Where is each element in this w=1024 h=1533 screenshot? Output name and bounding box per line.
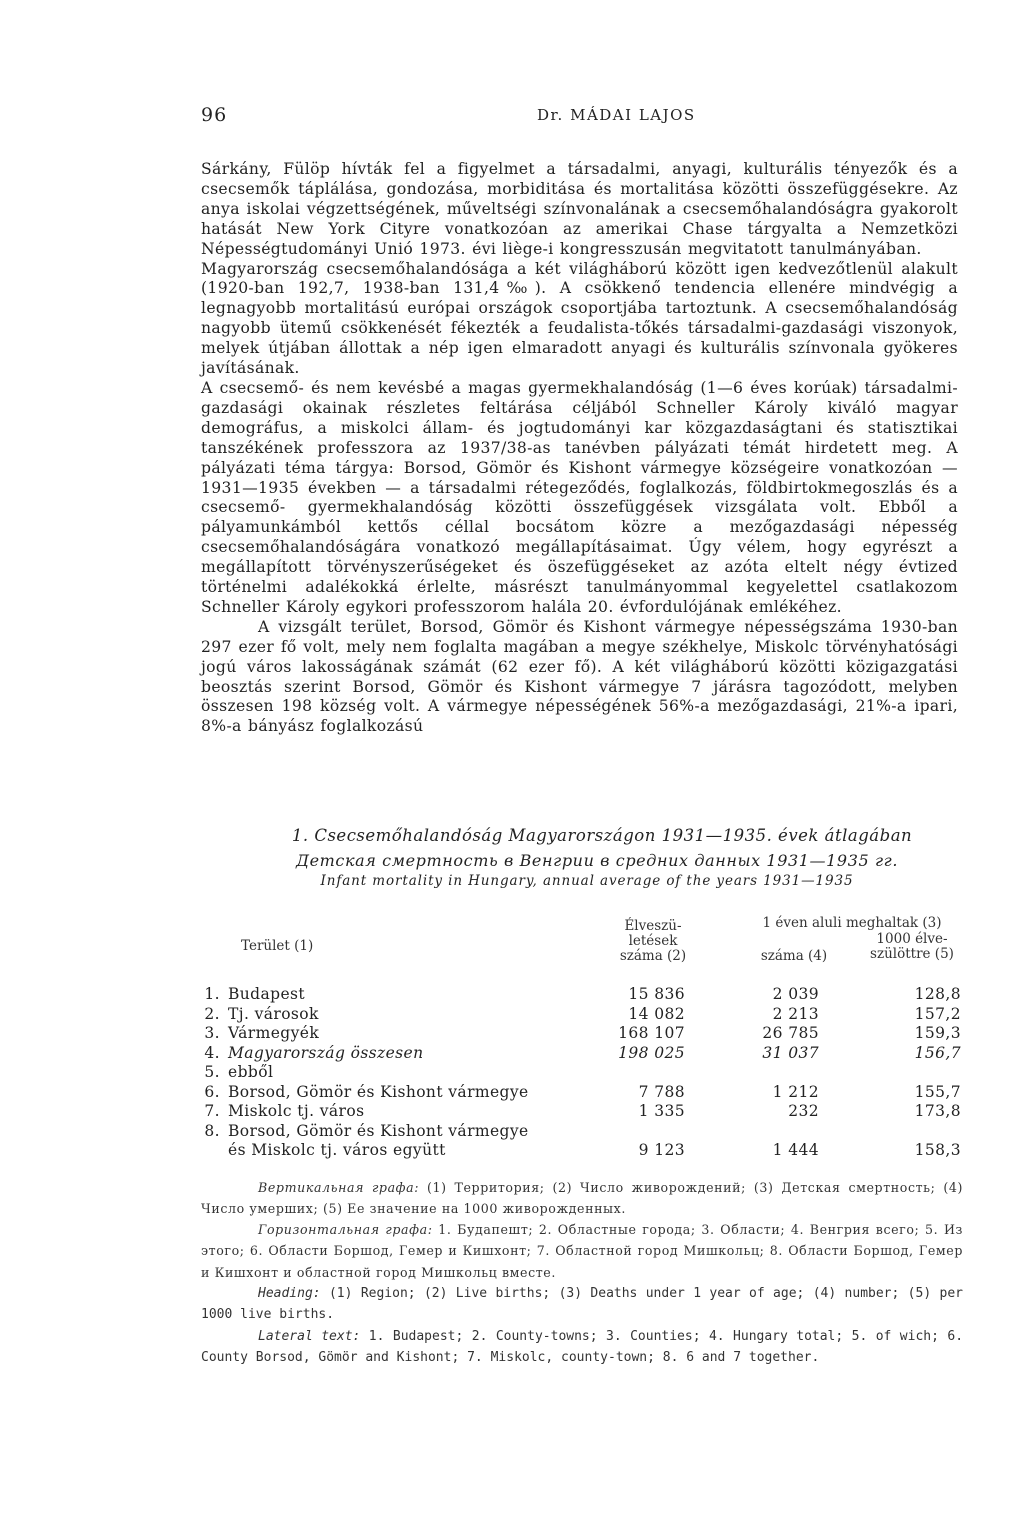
deaths-rate-value: 156,7 [914,1043,961,1062]
note-text: (1) Region; (2) Live births; (3) Deaths under 1 year of age; (4) number; (5) per 1000 live births. [201,1285,963,1323]
row-label: Borsod, Gömör és Kishont vármegye [228,1082,529,1101]
live-births-value: 1 335 [638,1102,685,1120]
note-text: (1) Территория; (2) Число живорождений; (3) Детская смертность; (4) Число умерших; (5) Ее значение на 1000 живорожденных. [201,1179,963,1216]
paragraph: A vizsgált terület, Borsod, Gömör és Kishont vármegye népességszáma 1930-ban 297 ezer fő volt, mely nem foglalta magában a megye székhelye, Miskolc törvényhatósági jogú város lakosságának számát (62 ezer fő). A két világháború közötti közigazgatási beosztás szerint Borsod, Gömör és Kishont vármegye 7 járásra tagozódott, melyben összesen 198 község volt. A vármegye népességének 56%-a mezőgazdasági, 21%-a ipari, 8%-a bányász foglalkozású [201,617,958,736]
paragraph: A csecsemő- és nem kevésbé a magas gyermekhalandóság (1—6 éves korúak) társadalmi-gazdasági okainak részletes feltárása céljából Schneller Károly kiváló magyar demográfus, a miskolci állam- és jogtudományi kar közgazdaságtani és statisztikai tanszékének professzora az 1937/38-as tanévben pályázati témát hirdetett meg. A pályázati téma tárgya: Borsod, Gömör és Kishont vármegye községeire vonatkozóan — 1931—1935 években — a társadalmi rétegeződés, foglalkozás, földbirtokmegoszlás és a csecsemő- gyermekhalandóság közötti összefüggések vizsgálata volt. Ebből a pályamunkámból kettős céllal bocsátom közre a mezőgazdasági népesség csecsemőhalandóságára vonatkozó megállapításaimat. Úgy vélem, hogy egyrészt a megállapított törvényszerűségeket és öszefüggéseket az azóta eltelt négy évtized történelmi adalékokká érlelte, másrészt tanulmányommal kegyelettel csatlakozom Schneller Károly egykori professzorom halála 20. évfordulójának emlékéhez. [201,378,958,616]
table-header [201,913,963,975]
table-row [201,1102,963,1122]
header-deaths-rate: 1000 élveszülöttre (5) [870,931,954,962]
table-caption-russian: Детская смертность в Венгрии в средних данных 1931—1935 гг. [295,851,899,870]
table-caption-hungarian: 1. Csecsemőhalandóság Magyarországon 1931—1935. évek átlagában [291,826,913,845]
row-label: ebből [228,1063,274,1081]
row-number: 5. [204,1063,220,1081]
live-births-value: 7 788 [638,1082,685,1101]
row-number: 4. [204,1043,220,1062]
header-deaths-number: száma (4) [760,948,828,964]
table-caption-english: Infant mortality in Hungary, annual average of the years 1931—1935 [320,873,854,889]
table-notes [201,1177,963,1369]
note-label: Вертикальная графа: [258,1179,420,1195]
deaths-number-value: 31 037 [762,1043,819,1062]
note-label: Heading: [258,1285,321,1301]
table-row [201,1063,963,1083]
live-births-value: 9 123 [638,1141,685,1159]
row-label: Magyarország összesen [228,1043,424,1062]
table-row [201,1044,963,1064]
deaths-rate-value: 158,3 [914,1141,961,1159]
note-text: 1. Budapest; 2. County-towns; 3. Counties; 4. Hungary total; 5. of wich; 6. County Borsod, Gömör and Kishont; 7. Miskolc, county-town; 8. 6 and 7 together. [201,1328,964,1365]
mortality-table [201,826,963,1368]
paragraph: Magyarország csecsemőhalandósága a két világháború között igen kedvezőtlenül alakult (1920-ban 192,7, 1938-ban 131,4‰). A csökkenő tendencia ellenére mindvégig a legnagyobb mortalitású európai országok csoportjába tartoztunk. A csecsemőhalandóság nagyobb ütemű csökkenését fékezték a feudalista-tőkés társadalmi-gazdasági viszonyok, melyek útjában állottak a nép igen elmaradott anyagi és kulturális színvonala gyökeres javításának. [201,259,958,378]
live-births-value: 15 836 [628,985,685,1003]
deaths-number-value: 232 [788,1102,819,1120]
row-label: Borsod, Gömör és Kishont vármegye és Miskolc tj. város együtt [228,1121,529,1159]
note-text: 1. Будапешт; 2. Областные города; 3. Области; 4. Венгрия всего; 5. Из этого; 6. Области Боршод, Гемер и Кишхонт; 7. Областной город Мишкольц; 8. Области Боршод, Гемер и Кишхонт и областной город Мишкольц вместе. [201,1222,964,1280]
note-label: Lateral text: [258,1328,361,1344]
header-deaths-group: 1 éven aluli meghaltak (3) [762,915,942,931]
row-number: 1. [204,985,220,1003]
deaths-rate-value: 173,8 [914,1102,961,1120]
row-label: Tj. városok [228,1004,319,1023]
header-region: Terület (1) [241,938,314,954]
body-text [201,160,958,737]
deaths-number-value: 1 212 [772,1082,819,1101]
row-number: 8. [204,1121,220,1140]
row-label: Budapest [228,985,306,1003]
deaths-number-value: 26 785 [762,1024,819,1042]
running-head-author: Dr. MÁDAI LAJOS [537,106,696,124]
header-live-births: Élveszületések száma (2) [619,918,687,964]
table-row [201,1122,963,1161]
row-number: 6. [204,1082,220,1101]
note-en-heading [201,1283,963,1326]
deaths-number-value: 2 039 [772,985,819,1003]
deaths-number-value: 2 213 [772,1004,819,1023]
deaths-rate-value: 157,2 [914,1004,961,1023]
paragraph: Sárkány, Fülöp hívták fel a figyelmet a társadalmi, anyagi, kulturális tényezők és a csecsemők táplálása, gondozása, morbiditása és mortalitása közötti összefüggésekre. Az anya iskolai végzettségének, műveltségi színvonalának a csecsemőhalandóságra gyakorolt hatását New York Cityre vonatkozóan az amerikai Chase tárgyalta a Nemzetközi Népességtudományi Unió 1973. évi liège-i kongresszusán megvitatott tanulmányában. [201,160,958,258]
table-row [201,1024,963,1044]
live-births-value: 14 082 [628,1004,685,1023]
note-ru-vertical [201,1177,963,1220]
deaths-number-value: 1 444 [772,1141,819,1159]
note-label: Горизонтальная графа: [258,1222,433,1238]
live-births-value: 168 107 [618,1024,685,1042]
row-number: 3. [204,1024,220,1042]
deaths-rate-value: 159,3 [914,1024,961,1042]
deaths-rate-value: 155,7 [914,1082,961,1101]
row-number: 7. [204,1102,220,1120]
table-row [201,985,963,1005]
table-body [201,985,963,1161]
page-number: 96 [201,104,228,126]
note-en-lateral [201,1326,963,1369]
row-label: Vármegyék [228,1024,320,1042]
table-row [201,1005,963,1025]
live-births-value: 198 025 [618,1043,685,1062]
running-head [201,104,958,130]
row-label: Miskolc tj. város [228,1102,365,1120]
table-row [201,1083,963,1103]
row-number: 2. [204,1004,220,1023]
deaths-rate-value: 128,8 [914,985,961,1003]
note-ru-horizontal [201,1219,963,1283]
